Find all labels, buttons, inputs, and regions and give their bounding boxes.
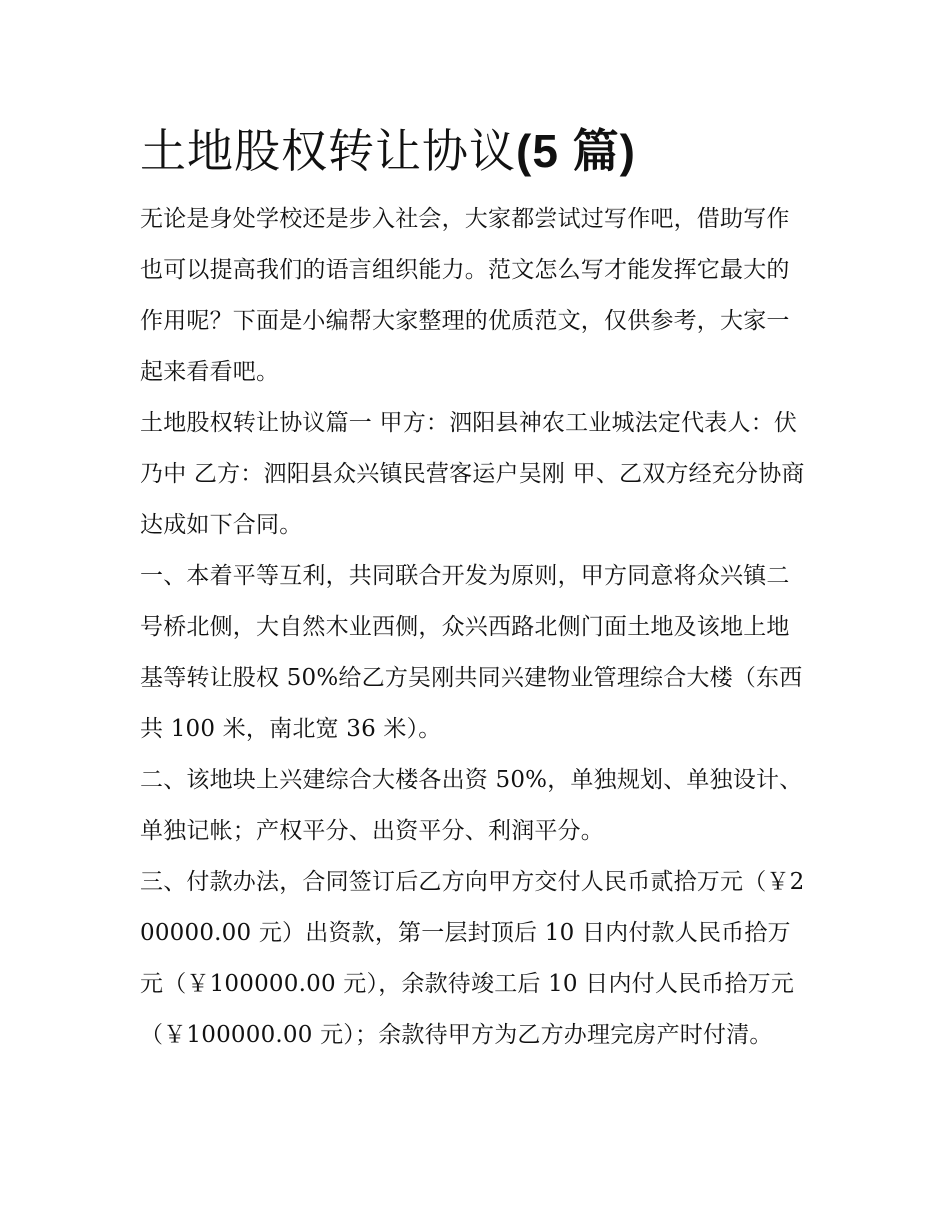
document-title [140,120,812,182]
title-text: 土地股权转让协议 [140,124,516,178]
clause-2-paragraph: 二、该地块上兴建综合大楼各出资 50%，单独规划、单独设计、单独记帐；产权平分、出资平分、利润平分。 [140,767,803,844]
document-body [140,120,812,1061]
title-suffix: (5 篇) [516,125,636,177]
parties-paragraph: 土地股权转让协议篇一 甲方：泗阳县神农工业城法定代表人：伏乃中 乙方：泗阳县众兴镇民营客运户吴刚 甲、乙双方经充分协商达成如下合同。 [140,410,805,538]
clause-3-paragraph: 三、付款办法，合同签订后乙方向甲方交付人民币贰拾万元（￥200000.00 元）出资款，第一层封顶后 10 日内付款人民币拾万元（￥100000.00 元），余款待竣工后 10 日内付人民币拾万元（￥100000.00 元）；余款待甲方为乙方办理完房产时付清。 [140,869,805,1048]
clause-1-paragraph: 一、本着平等互利，共同联合开发为原则，甲方同意将众兴镇二号桥北侧，大自然木业西侧，众兴西路北侧门面土地及该地上地基等转让股权 50%给乙方吴刚共同兴建物业管理综合大楼（东西共 100 米，南北宽 36 米）。 [140,563,803,742]
intro-paragraph: 无论是身处学校还是步入社会，大家都尝试过写作吧，借助写作也可以提高我们的语言组织能力。范文怎么写才能发挥它最大的作用呢？下面是小编帮大家整理的优质范文，仅供参考，大家一起来看看吧。 [140,206,790,385]
